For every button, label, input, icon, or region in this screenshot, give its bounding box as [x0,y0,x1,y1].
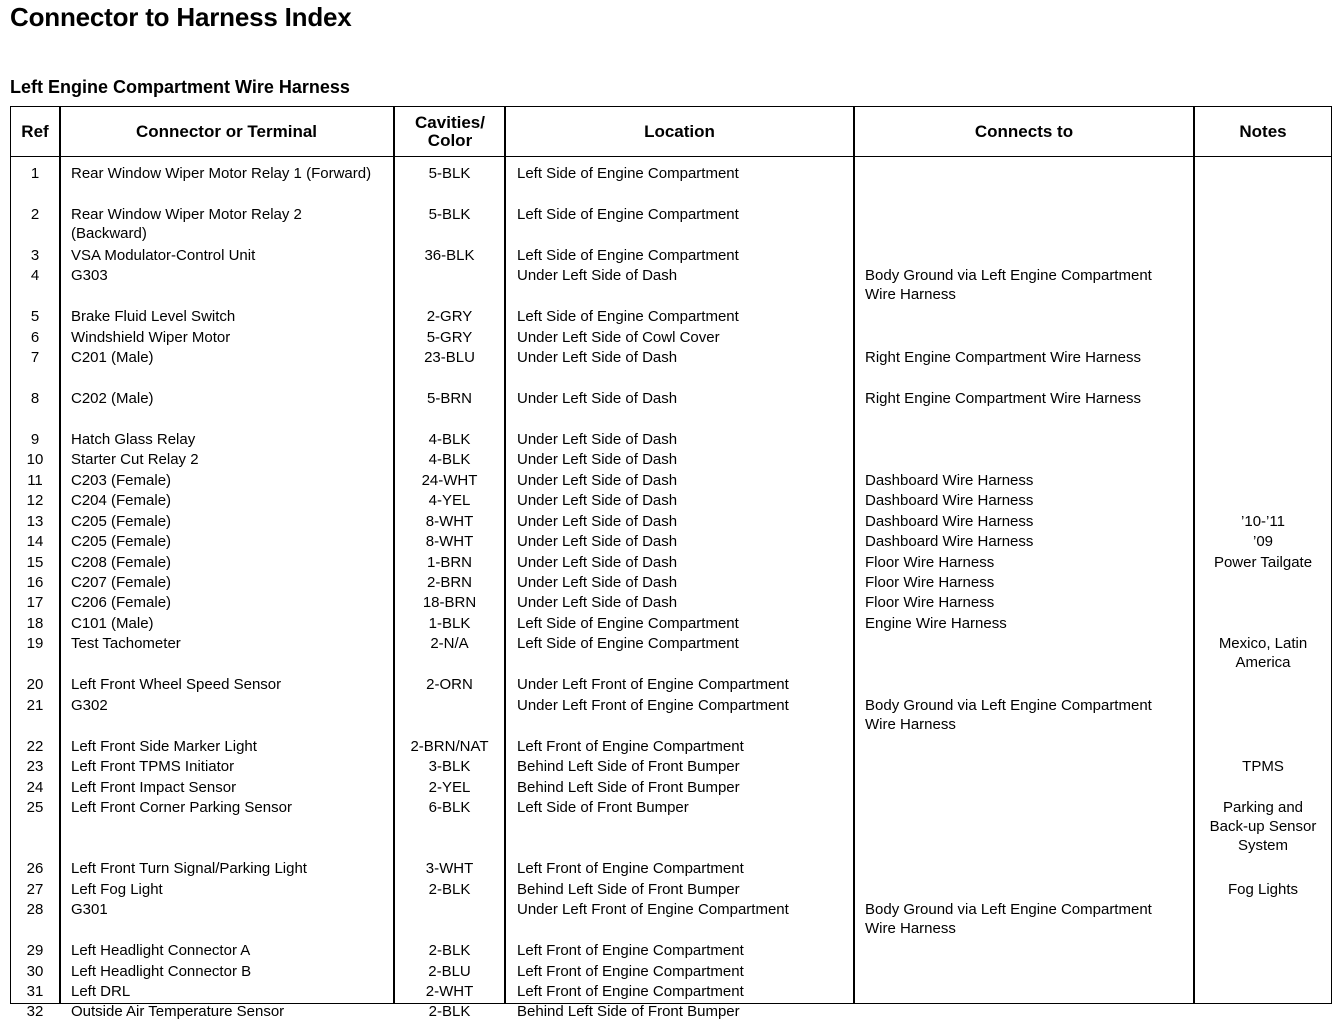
row-ref: 26 [26,860,44,878]
row-connector: Rear Window Wiper Motor Relay 1 (Forward) [71,165,372,182]
row-ref: 7 [30,349,40,367]
harness-index-table [10,106,1332,1021]
row-cavities: 1-BRN [426,553,472,571]
row-connector: Brake Fluid Level Switch [71,308,236,326]
row-location: Under Left Side of Dash [517,451,678,469]
row-location: Left Side of Engine Compartment [517,308,739,326]
row-ref: 10 [26,451,44,469]
row-cavities: 36-BLK [424,246,475,264]
row-location: Left Side of Front Bumper [517,798,689,816]
row-connector: G301 [71,901,108,919]
column-divider [504,107,506,1003]
row-cavities: 4-YEL [428,492,471,510]
row-ref: 30 [26,962,44,980]
row-ref: 17 [26,594,44,612]
row-location: Left Side of Engine Compartment [517,165,739,182]
row-connector: VSA Modulator-Control Unit [71,246,256,264]
row-connects-to: Floor Wire Harness [865,594,995,612]
row-cavities: 2-BLK [428,942,471,960]
row-connector: Hatch Glass Relay [71,430,196,448]
row-connector: C207 (Female) [71,574,172,591]
row-cavities: 3-BLK [428,758,471,776]
row-connector: C206 (Female) [71,594,172,612]
row-cavities: 23-BLU [424,349,475,367]
row-connector: Left DRL [71,983,131,1000]
row-location: Under Left Side of Dash [517,471,678,489]
row-connector: Left Fog Light [71,880,163,898]
row-connector: Outside Air Temperature Sensor [71,1003,285,1021]
row-connector: C203 (Female) [71,471,172,489]
row-location: Under Left Side of Dash [517,349,678,367]
row-notes: Power Tailgate [1213,553,1313,571]
row-connects-to: Dashboard Wire Harness [865,512,1034,530]
row-ref: 3 [30,246,40,264]
row-cavities: 2-YEL [428,778,471,796]
row-location: Left Front of Engine Compartment [517,737,744,755]
column-divider [853,107,855,1003]
row-connects-to: Right Engine Compartment Wire Harness [865,389,1141,407]
col-header-connector: Connector or Terminal [135,121,318,141]
row-cavities: 4-BLK [428,451,471,469]
row-connects-to: Dashboard Wire Harness [865,492,1034,510]
row-notes: ’10-’11 [1241,512,1285,530]
row-location: Under Left Side of Dash [517,574,678,591]
row-ref: 29 [26,942,44,960]
row-connector: Left Front Impact Sensor [71,778,237,796]
row-ref: 5 [30,308,40,326]
row-ref: 11 [27,471,43,489]
row-connector: Left Front TPMS Initiator [71,758,235,776]
row-location: Left Side of Engine Compartment [517,205,739,223]
column-divider [59,107,61,1003]
row-connects-to: Floor Wire Harness [865,553,995,571]
row-cavities: 1-BLK [428,614,471,632]
row-ref: 16 [26,574,44,591]
row-ref: 2 [30,205,40,223]
row-connector: C204 (Female) [71,492,172,510]
row-location: Under Left Front of Engine Compartment [517,696,789,714]
row-connector: Windshield Wiper Motor [71,328,231,346]
row-cavities: 8-WHT [425,512,474,530]
row-location: Left Side of Engine Compartment [517,246,739,264]
row-connects-to: Dashboard Wire Harness [865,533,1034,551]
row-ref: 23 [26,758,44,776]
row-location: Left Front of Engine Compartment [517,962,744,980]
row-connects-to: Engine Wire Harness [865,614,1007,632]
row-ref: 19 [26,635,44,653]
row-location: Under Left Side of Dash [517,533,678,551]
row-ref: 15 [26,553,44,571]
row-location: Left Front of Engine Compartment [517,942,744,960]
col-header-connects-to: Connects to [974,121,1074,141]
row-connects-to: Floor Wire Harness [865,574,995,591]
row-connector: C208 (Female) [71,553,172,571]
row-connector: Test Tachometer [71,635,181,653]
row-location: Left Side of Engine Compartment [517,635,739,653]
row-location: Under Left Side of Dash [517,512,678,530]
row-notes: Parking and Back-up Sensor System [1209,798,1317,854]
section-title: Left Engine Compartment Wire Harness [10,77,350,97]
row-cavities: 2-GRY [426,308,473,326]
row-connector: Left Headlight Connector B [71,962,252,980]
row-connector: C202 (Male) [71,389,154,407]
row-connector: Left Headlight Connector A [71,942,251,960]
row-location: Under Left Side of Dash [517,492,678,510]
row-ref: 13 [26,512,44,530]
col-header-location: Location [644,121,715,141]
row-location: Left Front of Engine Compartment [517,983,744,1000]
row-ref: 4 [30,267,40,285]
row-ref: 22 [26,737,44,755]
row-ref: 32 [26,1003,44,1021]
row-location: Left Front of Engine Compartment [517,860,744,878]
row-connects-to: Dashboard Wire Harness [865,471,1034,489]
row-connects-to: Right Engine Compartment Wire Harness [865,349,1141,367]
row-location: Behind Left Side of Front Bumper [517,880,740,898]
row-ref: 24 [26,778,44,796]
row-connector: Left Front Corner Parking Sensor [71,798,292,816]
row-location: Under Left Side of Dash [517,430,678,448]
row-location: Behind Left Side of Front Bumper [517,1003,740,1021]
row-location: Under Left Side of Dash [517,389,678,407]
row-cavities: 2-BLK [428,880,471,898]
row-cavities: 2-WHT [425,983,474,1000]
row-ref: 9 [30,430,40,448]
row-ref: 20 [26,676,44,694]
row-ref: 31 [26,983,44,1000]
row-cavities: 4-BLK [428,430,471,448]
row-connector: C205 (Female) [71,533,172,551]
row-ref: 27 [26,880,44,898]
row-ref: 1 [30,165,40,182]
row-location: Under Left Front of Engine Compartment [517,676,789,694]
row-cavities: 5-BLK [428,205,471,223]
row-location: Under Left Side of Dash [517,267,678,285]
table-header [11,107,1331,157]
row-connector: Rear Window Wiper Motor Relay 2 (Backward) [71,205,302,242]
row-connector: Left Front Wheel Speed Sensor [71,676,282,694]
row-location: Under Left Side of Dash [517,594,678,612]
row-cavities: 5-BRN [426,389,472,407]
row-ref: 28 [26,901,44,919]
row-cavities: 8-WHT [425,533,474,551]
col-header-notes: Notes [1239,121,1287,141]
row-cavities: 2-ORN [426,676,473,694]
row-cavities: 5-BLK [428,165,471,182]
row-connector: C201 (Male) [71,349,154,367]
row-cavities: 6-BLK [428,798,471,816]
row-cavities: 3-WHT [425,860,474,878]
row-ref: 14 [26,533,44,551]
row-connector: C205 (Female) [71,512,172,530]
row-ref: 6 [30,328,40,346]
row-location: Under Left Side of Dash [517,553,678,571]
column-divider [393,107,395,1003]
row-location: Left Side of Engine Compartment [517,614,739,632]
row-notes: TPMS [1242,758,1284,776]
col-header-ref: Ref [21,121,49,141]
row-cavities: 2-BLK [428,1003,471,1021]
row-cavities: 5-GRY [426,328,473,346]
row-location: Under Left Front of Engine Compartment [517,901,789,919]
row-cavities: 18-BRN [422,594,477,612]
row-cavities: 2-BRN [426,574,472,591]
row-location: Under Left Side of Cowl Cover [517,328,720,346]
row-connector: G302 [71,696,108,714]
row-ref: 25 [26,798,44,816]
row-cavities: 24-WHT [421,471,478,489]
row-connector: G303 [71,267,108,285]
row-notes: Fog Lights [1227,880,1299,898]
row-location: Behind Left Side of Front Bumper [517,778,740,796]
row-notes: ’09 [1252,533,1274,551]
row-connects-to: Body Ground via Left Engine Compartment Wire Harness [865,696,1152,733]
row-ref: 12 [26,492,44,510]
col-header-cavities: Cavities/ Color [415,112,485,150]
row-connector: Left Front Side Marker Light [71,737,257,755]
row-connects-to: Body Ground via Left Engine Compartment Wire Harness [865,901,1152,938]
row-notes: Mexico, Latin America [1218,635,1308,672]
row-connects-to: Body Ground via Left Engine Compartment Wire Harness [865,267,1152,304]
row-connector: Starter Cut Relay 2 [71,451,199,469]
row-ref: 8 [30,389,40,407]
page-title: Connector to Harness Index [10,2,352,32]
row-ref: 21 [26,696,44,714]
row-ref: 18 [26,614,44,632]
row-location: Behind Left Side of Front Bumper [517,758,740,776]
row-connector: C101 (Male) [71,614,154,632]
row-cavities: 2-BLU [428,962,471,980]
row-connector: Left Front Turn Signal/Parking Light [71,860,307,878]
row-cavities: 2-N/A [430,635,469,653]
row-cavities: 2-BRN/NAT [410,737,489,755]
